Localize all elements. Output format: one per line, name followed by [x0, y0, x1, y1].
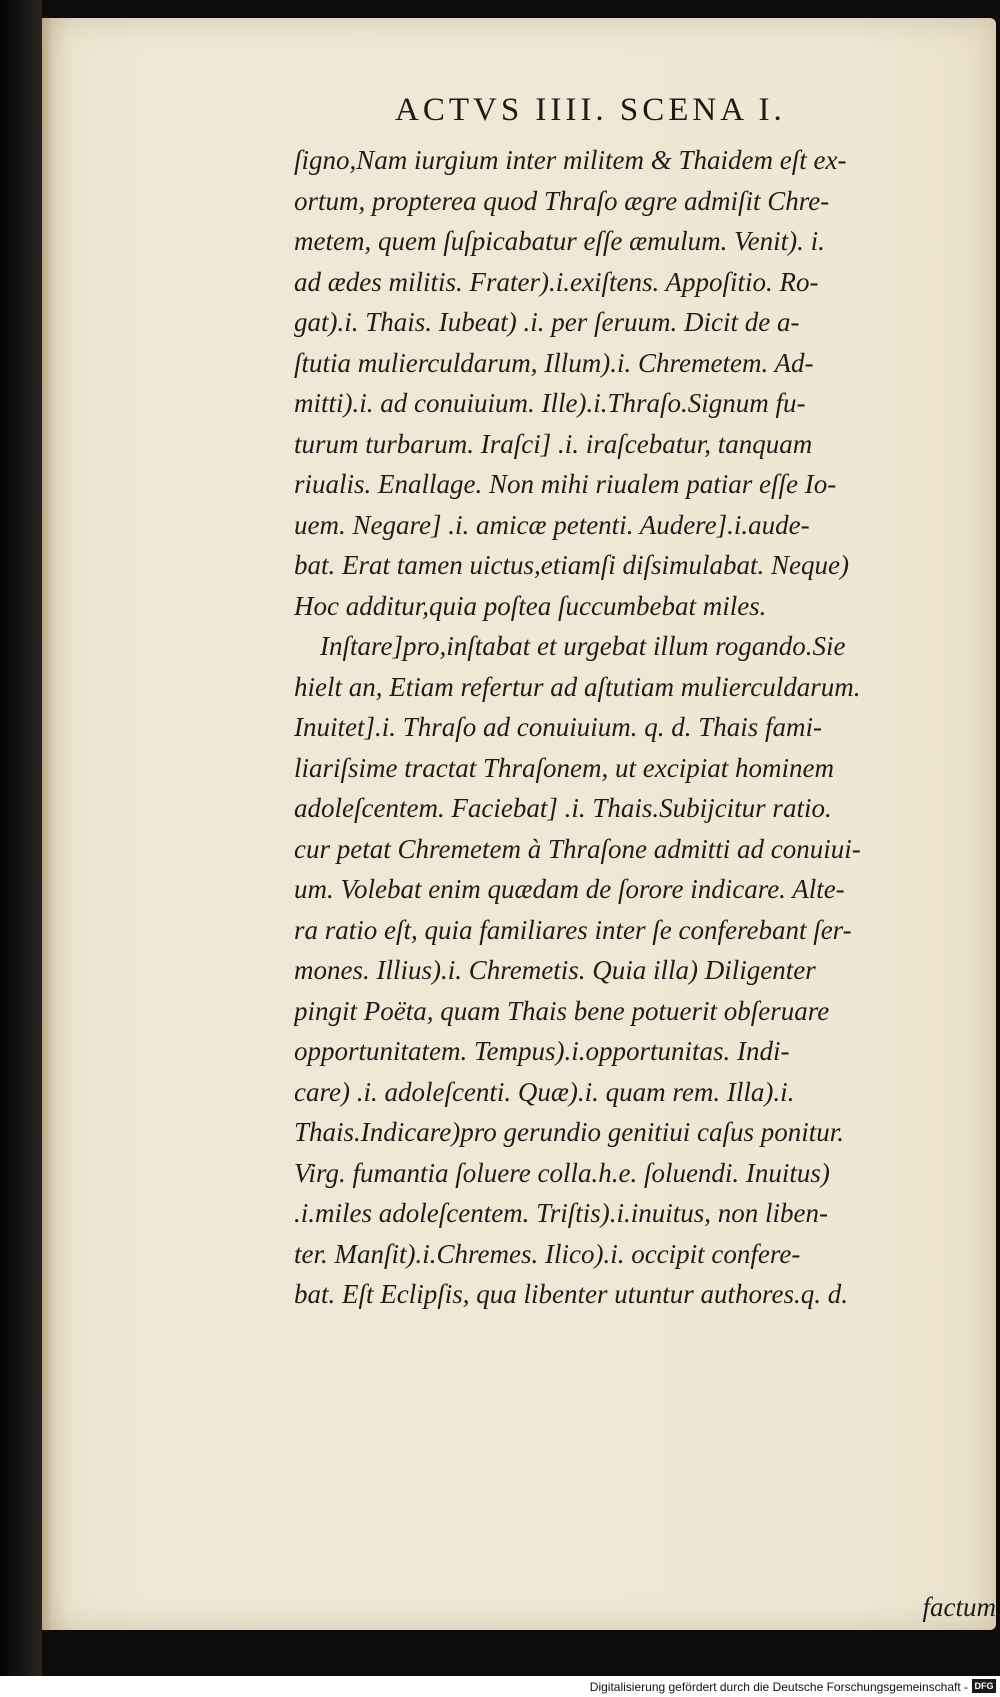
- text-line: bat. Erat tamen uictus,etiamſi diſsimulabat. Neque): [294, 550, 849, 580]
- text-line: cur petat Chremetem à Thraſone admitti ad conuiui-: [294, 833, 861, 864]
- text-line: um. Volebat enim quædam de ſorore indicare. Alte-: [294, 874, 845, 904]
- text-line: riualis. Enallage. Non mihi riualem patiar eſſe Io-: [294, 469, 837, 499]
- text-line: gat).i. Thais. Iubeat) .i. per ſeruum. Dicit de a-: [294, 307, 800, 337]
- text-line: ad ædes militis. Frater).i.exiſtens. Appoſitio. Ro-: [294, 266, 819, 297]
- text-line: ter. Manſit).i.Chremes. Ilico).i. occipit confere-: [294, 1238, 801, 1269]
- text-line: turum turbarum. Iraſci] .i. iraſcebatur, tanquam: [294, 428, 813, 459]
- text-line: metem, quem ſuſpicabatur eſſe æmulum. Venit). i.: [294, 226, 825, 256]
- text-line: bat. Eſt Eclipſis, qua libenter utuntur authores.q. d.: [294, 1279, 848, 1309]
- book-spine: [0, 0, 42, 1697]
- running-head: ACTVS IIII. SCENA I.: [395, 92, 786, 128]
- text-line: adoleſcentem. Faciebat] .i. Thais.Subijcitur ratio.: [294, 793, 832, 823]
- dfg-logo-icon: DFG: [972, 1679, 996, 1693]
- text-line: .i.miles adoleſcentem. Triſtis).i.inuitus, non liben-: [294, 1198, 828, 1228]
- page-gutter-shadow: [42, 18, 52, 1630]
- text-line: uem. Negare] .i. amicæ petenti. Audere].i.aude-: [294, 509, 810, 540]
- text-line: Hoc additur,quia poſtea ſuccumbebat miles.: [294, 590, 767, 621]
- text-line: mones. Illius).i. Chremetis. Quia illa) Diligenter: [294, 955, 816, 985]
- text-line: Virg. fumantia ſoluere colla.h.e. ſoluendi. Inuitus): [294, 1157, 830, 1188]
- text-line: hielt an, Etiam refertur ad aſtutiam mulierculdarum.: [294, 671, 861, 702]
- text-line: opportunitatem. Tempus).i.opportunitas. Indi-: [294, 1036, 790, 1066]
- text-line: ſigno,Nam iurgium inter militem & Thaidem eſt ex-: [294, 145, 847, 175]
- text-line: care) .i. adoleſcenti. Quæ).i. quam rem. Illa).i.: [294, 1076, 795, 1107]
- text-line: liariſsime tractat Thraſonem, ut excipiat hominem: [294, 752, 834, 783]
- text-line: Thais.Indicare)pro gerundio genitiui caſus ponitur.: [294, 1117, 844, 1147]
- text-line: ra ratio eſt, quia familiares inter ſe conferebant ſer-: [294, 914, 852, 945]
- text-line: ſtutia mulierculdarum, Illum).i. Chremetem. Ad-: [294, 347, 814, 378]
- text-line: mitti).i. ad conuiuium. Ille).i.Thraſo.Signum fu-: [294, 388, 806, 418]
- text-line: ortum, propterea quod Thraſo ægre admiſit Chre-: [294, 185, 830, 216]
- text-line: Inuitet].i. Thraſo ad conuiuium. q. d. Thais fami-: [294, 712, 823, 742]
- text-line: Inſtare]pro,inſtabat et urgebat illum rogando.Sie: [320, 631, 846, 661]
- text-block: [294, 140, 1000, 1315]
- catchword: factum: [922, 1592, 996, 1622]
- digitization-credit: Digitalisierung gefördert durch die Deutsche Forschungsgemeinschaft -: [589, 1680, 968, 1694]
- text-line: pingit Poëta, quam Thais bene potuerit obſeruare: [294, 995, 830, 1026]
